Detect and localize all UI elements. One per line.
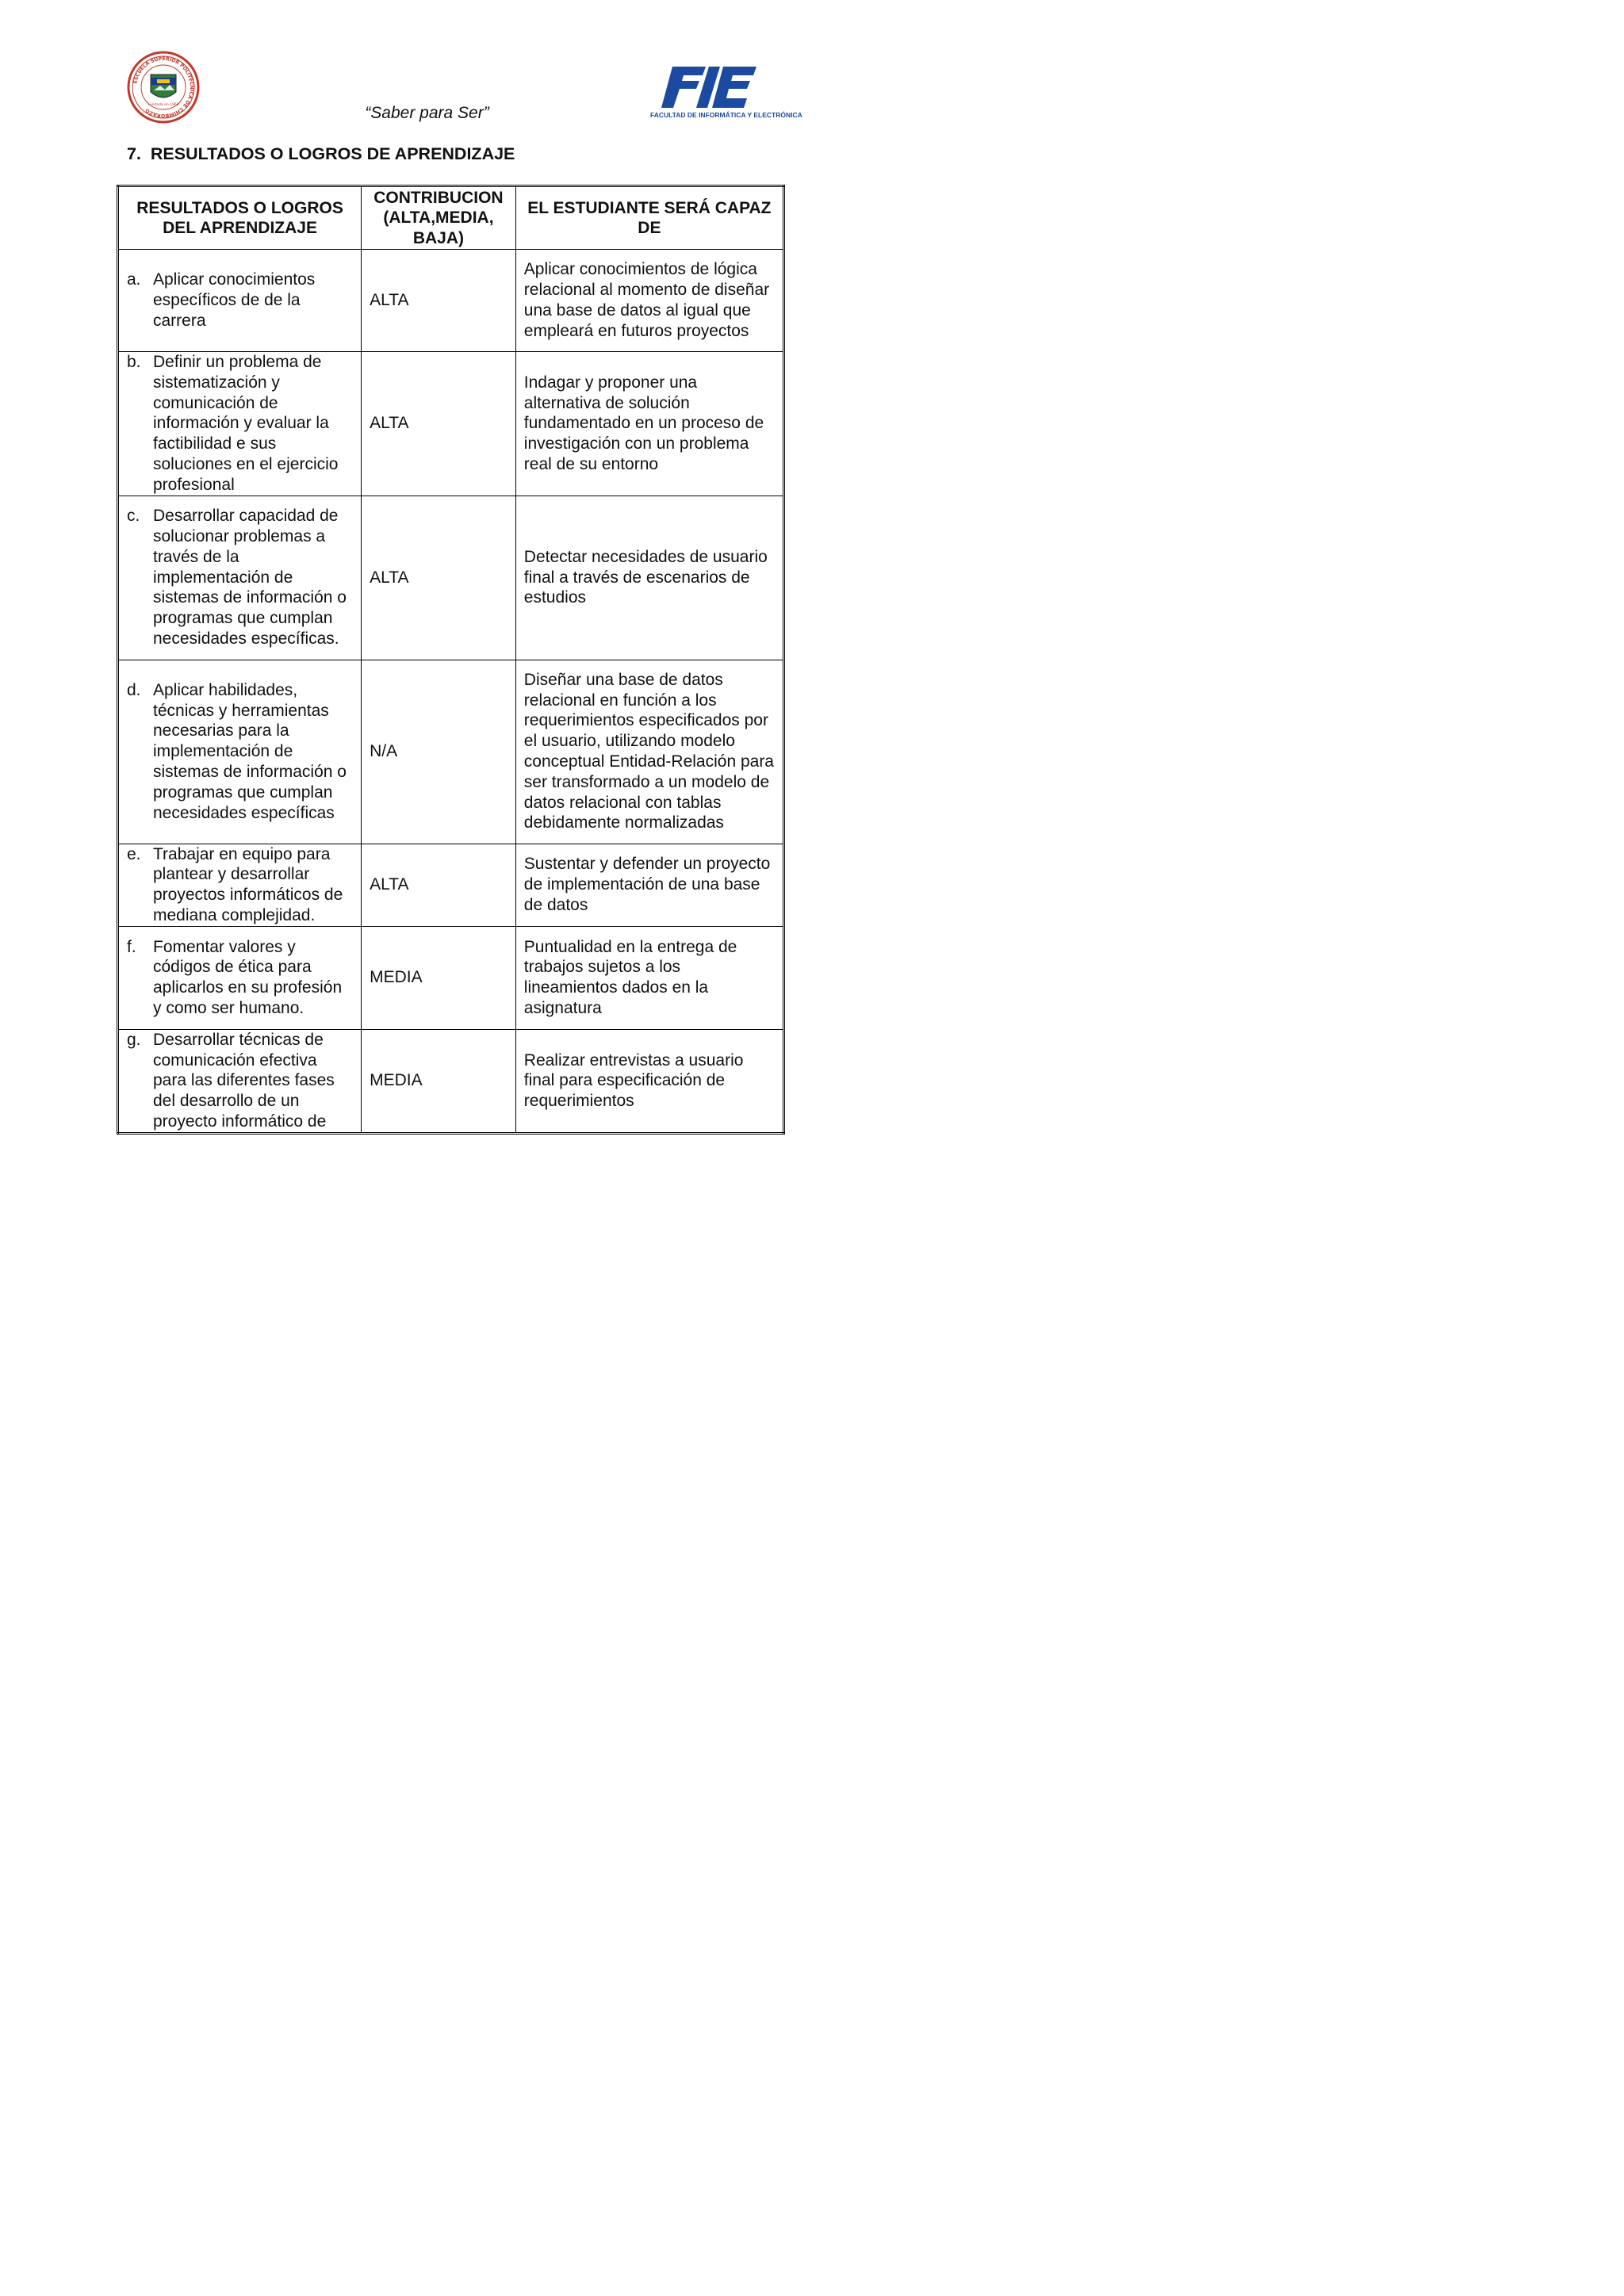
student-cell: Sustentar y defender un proyecto de implementación de una base de datos bbox=[515, 844, 783, 926]
fie-mark-graphic bbox=[650, 63, 761, 109]
outcome-cell bbox=[118, 352, 362, 496]
outcome-text: Definir un problema de sistematización y comunicación de información y evaluar la factibilidad e sus soluciones en el ejercicio profesional bbox=[153, 353, 339, 494]
outcome-cell bbox=[118, 926, 362, 1029]
outcome-text: Fomentar valores y códigos de ética para aplicarlos en su profesión y como ser humano. bbox=[153, 937, 343, 1018]
header-student: EL ESTUDIANTE SERÁ CAPAZ DE bbox=[515, 186, 783, 250]
seal-founded-text: Fundada en 1969 bbox=[147, 103, 179, 107]
table-row bbox=[118, 250, 784, 352]
student-cell: Diseñar una base de datos relacional en función a los requerimientos especificados por el usuario, utilizando modelo conceptual Entidad-Relación para ser transformado a un modelo de datos relacional con tablas debidamente normalizadas bbox=[515, 660, 783, 844]
outcome-letter: e. bbox=[127, 844, 141, 863]
table-row bbox=[118, 926, 784, 1029]
fie-caption: FACULTAD DE INFORMÁTICA Y ELECTRÓNICA bbox=[650, 111, 802, 119]
outcome-cell bbox=[118, 844, 362, 926]
outcome-text: Desarrollar capacidad de solucionar problemas a través de la implementación de sistemas de información o programas que cumplan necesidades específicas. bbox=[153, 507, 347, 649]
outcome-letter: d. bbox=[127, 680, 141, 699]
section-heading bbox=[127, 144, 515, 164]
student-cell: Detectar necesidades de usuario final a través de escenarios de estudios bbox=[515, 496, 783, 660]
contribution-cell: MEDIA bbox=[362, 926, 516, 1029]
table-header-row bbox=[118, 186, 784, 250]
contribution-cell: ALTA bbox=[362, 352, 516, 496]
table-row bbox=[118, 352, 784, 496]
outcome-letter: c. bbox=[127, 507, 140, 526]
header-outcomes: RESULTADOS O LOGROS DEL APRENDIZAJE bbox=[118, 186, 362, 250]
outcome-text: Aplicar conocimientos específicos de de la carrera bbox=[153, 270, 316, 330]
table-row bbox=[118, 660, 784, 844]
table-row bbox=[118, 496, 784, 660]
student-cell: Aplicar conocimientos de lógica relacional al momento de diseñar una base de datos al igual que empleará en futuros proyectos bbox=[515, 250, 783, 352]
contribution-cell: ALTA bbox=[362, 496, 516, 660]
student-cell: Puntualidad en la entrega de trabajos sujetos a los lineamientos dados en la asignatura bbox=[515, 926, 783, 1029]
outcome-cell bbox=[118, 1029, 362, 1133]
outcome-text: Aplicar habilidades, técnicas y herramientas necesarias para la implementación de sistemas de información o programas que cumplan necesidades específicas bbox=[153, 680, 347, 822]
outcome-letter: f. bbox=[127, 937, 136, 956]
table-row bbox=[118, 1029, 784, 1133]
outcome-letter: b. bbox=[127, 353, 141, 371]
contribution-cell: N/A bbox=[362, 660, 516, 844]
header-contribution: CONTRIBUCION (ALTA,MEDIA, BAJA) bbox=[362, 186, 516, 250]
table-row bbox=[118, 844, 784, 926]
outcome-text: Desarrollar técnicas de comunicación efectiva para las diferentes fases del desarrollo de un proyecto informático de bbox=[153, 1030, 335, 1131]
seal-ring-text: ESCUELA SUPERIOR POLITÉCNICA DE CHIMBORAZO bbox=[132, 55, 195, 119]
section-title: RESULTADOS O LOGROS DE APRENDIZAJE bbox=[150, 144, 515, 163]
motto: “Saber para Ser” bbox=[365, 104, 489, 122]
student-cell: Indagar y proponer una alternativa de solución fundamentado en un proceso de investigación con un problema real de su entorno bbox=[515, 352, 783, 496]
outcome-letter: g. bbox=[127, 1030, 141, 1049]
contribution-cell: ALTA bbox=[362, 844, 516, 926]
learning-outcomes-table bbox=[117, 185, 785, 1135]
outcome-text: Trabajar en equipo para plantear y desarrollar proyectos informáticos de mediana complejidad. bbox=[153, 844, 343, 924]
section-number: 7. bbox=[127, 144, 141, 163]
outcome-cell bbox=[118, 660, 362, 844]
outcome-cell bbox=[118, 496, 362, 660]
student-cell: Realizar entrevistas a usuario final para especificación de requerimientos bbox=[515, 1029, 783, 1133]
contribution-cell: ALTA bbox=[362, 250, 516, 352]
outcome-letter: a. bbox=[127, 270, 141, 289]
outcome-cell bbox=[118, 250, 362, 352]
contribution-cell: MEDIA bbox=[362, 1029, 516, 1133]
